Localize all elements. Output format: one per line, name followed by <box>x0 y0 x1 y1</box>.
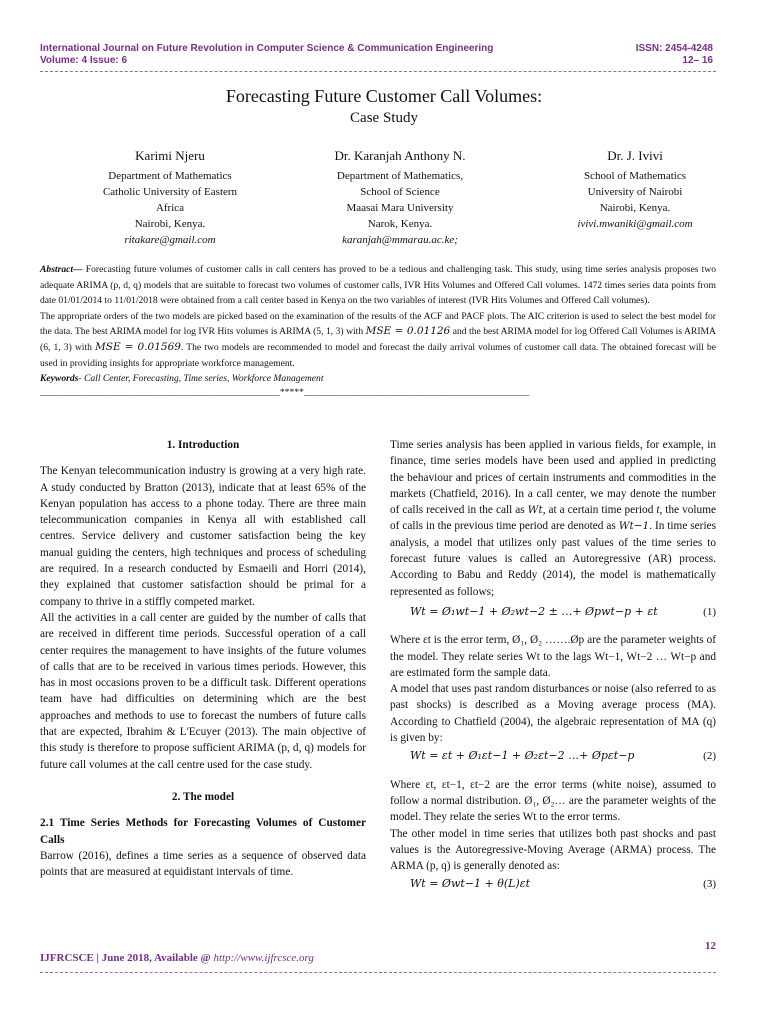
abstract-text: The appropriate orders of the two models are picked based on the examination of the results of the ACF and PACF plots. The AIC criterion is used to select the best model for the data. The best ARIMA model for log IVR Hits volumes is ARIMA (5, 1, 3) with <box>40 310 716 338</box>
paragraph: Where εt is the error term, Ø₁, Ø₂ …….Øp are the parameter weights of the model. They relate series Wt to the lags Wt−1, Wt−2 … Wt−p and are estimated form the sample data. <box>390 634 716 679</box>
math-wt: Wt <box>527 504 543 517</box>
equation-body: Wt = Øwt−1 + θ(L)εt <box>410 877 531 891</box>
equation-number: (2) <box>703 750 716 763</box>
affiliation-line: Catholic University of Eastern <box>102 186 238 198</box>
author-name: Karimi Njeru <box>135 148 205 163</box>
subsection-heading: 2.1 Time Series Methods for Forecasting Volumes of Customer Calls <box>40 817 366 846</box>
paper-subtitle: Case Study <box>350 110 418 126</box>
section-heading: 1. Introduction <box>166 439 240 451</box>
author-2 <box>300 146 500 248</box>
equation-body: Wt = Ø₁wt−1 + Ø₂wt−2 ± …+ Øpwt−p + εt <box>410 604 658 618</box>
affiliation-line: Maasai Mara University <box>346 202 454 214</box>
left-column <box>40 437 366 880</box>
affiliation-line: Nairobi, Kenya. <box>134 218 206 230</box>
footer-rule <box>40 972 716 973</box>
equation-body: Wt = εt + Ø₁εt−1 + Ø₂εt−2 …+ Øpεt−p <box>410 749 635 763</box>
author-email[interactable]: ivivi.mwaniki@gmail.com <box>577 218 693 230</box>
paragraph: The Kenyan telecommunication industry is growing at a very high rate. A study conducted by Bratton (2013), indicate that at least 65% of the Kenyan population has access to a phone today. There are three main telecommunication companies in Kenya all with established call centres. Service delivery and customer satisfaction being the key manual guiding the centers, high techniques and process of scheduling are required. In a research conducted by Esmaeili and Horri (2014), they explained that customer satisfaction should be primal for a company to thrive in a stiffly competed market. <box>40 465 366 608</box>
paragraph: Barrow (2016), defines a time series as a sequence of observed data points that are measured at equidistant intervals of time. <box>40 849 366 879</box>
affiliation-line: Department of Mathematics <box>108 170 232 182</box>
author-1 <box>80 146 260 248</box>
paragraph: The other model in time series that utilizes both past shocks and past values is the Autoregressive-Moving Average (ARMA) process. The ARMA (p, q) is generally denoted as: <box>390 827 716 873</box>
journal-url-link[interactable]: http://www.ijfrcsce.org <box>213 952 314 964</box>
keywords: - Call Center, Forecasting, Time series, Workforce Management <box>78 373 324 385</box>
author-name: Dr. J. Ivivi <box>607 148 663 163</box>
mse-value: MSE = 0.01126 <box>365 325 451 338</box>
author-email[interactable]: ritakare@gmail.com <box>124 234 216 246</box>
abstract-text: Forecasting future volumes of customer calls in call centers has proved to be a tedious and challenging task. This study, using time series analysis proposes two adequate ARIMA (p, d, q) models that are suitable to forecast two volumes of customer calls, IVR Hits Volumes and Offered Call volumes. 1472 times series data points from date 01/01/2014 to 11/01/2018 were obtained from a call center based in Kenya on the two variables of interest (IVR Hits Volumes and Offered Call volumes). <box>40 264 716 307</box>
affiliation-line: Department of Mathematics, <box>336 170 464 182</box>
math-wt1: Wt−1 <box>618 520 650 533</box>
equation-2 <box>390 748 716 764</box>
journal-name: International Journal on Future Revolution in Computer Science & Communication Engineering <box>40 43 494 54</box>
abstract-text: . The two models are recommended to model and forecast the daily arrival volumes of customer call data. The obtained forecast will be used in providing insights for appropriate workforce management. <box>40 341 716 369</box>
author-name: Dr. Karanjah Anthony N. <box>334 148 466 163</box>
affiliation-line: University of Nairobi <box>587 186 683 198</box>
section-heading: 2. The model <box>171 790 235 803</box>
header-rule <box>40 71 716 72</box>
paper-title: Forecasting Future Customer Call Volumes: <box>225 86 543 106</box>
paragraph: A model that uses past random disturbances or noise (also referred to as past shocks) is described as a Moving average process (MA). According to Chatfield (2004), the algebraic representation of MA (q) is given by: <box>390 683 716 745</box>
paragraph: Where εt, εt−1, εt−2 are the error terms (white noise), assumed to follow a normal distribution. Ø₁, Ø₂… are the parameter weights of the model. They relate the series Wt to the error terms. <box>390 778 716 824</box>
author-email[interactable]: karanjah@mmarau.ac.ke; <box>342 234 458 246</box>
footer-text: IJFRCSCE | June 2018, Available @ <box>40 952 214 964</box>
affiliation-line: School of Science <box>360 186 440 198</box>
affiliation-line: Narok, Kenya. <box>367 218 433 230</box>
abstract-text: and the best ARIMA model for log Offered Call Volumes is ARIMA (6, 1, 3) with <box>40 326 716 353</box>
text: , at a certain time period <box>542 504 657 517</box>
abstract <box>40 262 716 399</box>
text: Time series analysis has been applied in various fields, for example, in finance, time series models have been used and applied in predicting the behaviour and prices of certain instruments and commodities in the markets (Chatfield, 2016). In a call center, we may denote the number of calls received in the call as <box>390 439 716 517</box>
text: , the volume of calls in the previous time period are denoted as <box>390 504 716 533</box>
volume-issue: Volume: 4 Issue: 6 <box>40 55 128 66</box>
right-column <box>390 437 716 893</box>
mse-value: MSE = 0.01569 <box>95 340 181 353</box>
paragraph: All the activities in a call center are guided by the number of calls that are received in different time periods. Successful operation of a call center requires the management to have insights of the future volumes of calls that are to be received in various times periods. However, this has in most occasions proven to be a difficult task. Different operations team have had difficulties on determining which are the best approaches and methods to use to forecast the numbers of future calls that are expected, Ibrahim & L'Ecuyer (2013). The main objective of this study is therefore to propose sufficient ARIMA (p, d, q) models for future call volumes at the call centre used for the case study. <box>40 611 366 771</box>
text: . In time series analysis, a model that utilizes only past values of the time series to forecast future values is called an Autoregressive (AR) process. According to Babu and Reddy (2014), the model is mathematically represented as follows; <box>390 520 716 598</box>
affiliation-line: School of Mathematics <box>583 170 687 182</box>
footer-citation <box>40 952 314 964</box>
issn: ISSN: 2454-4248 <box>635 43 713 54</box>
page-number: 12 <box>705 940 716 952</box>
equation-3 <box>390 876 716 892</box>
math-t: t <box>656 504 660 517</box>
equation-number: (1) <box>703 605 716 618</box>
author-3 <box>545 146 725 232</box>
affiliation-line: Nairobi, Kenya. <box>599 202 671 214</box>
paragraph <box>390 437 716 600</box>
equation-1 <box>390 604 716 620</box>
abstract-divider: __________________________________________________*****_______________________________________________ <box>40 386 530 398</box>
abstract-label: Abstract— <box>40 264 83 275</box>
equation-number: (3) <box>703 878 716 891</box>
affiliation-line: Africa <box>155 202 185 214</box>
keywords-label: Keywords <box>40 373 79 385</box>
page-range: 12– 16 <box>682 55 713 66</box>
